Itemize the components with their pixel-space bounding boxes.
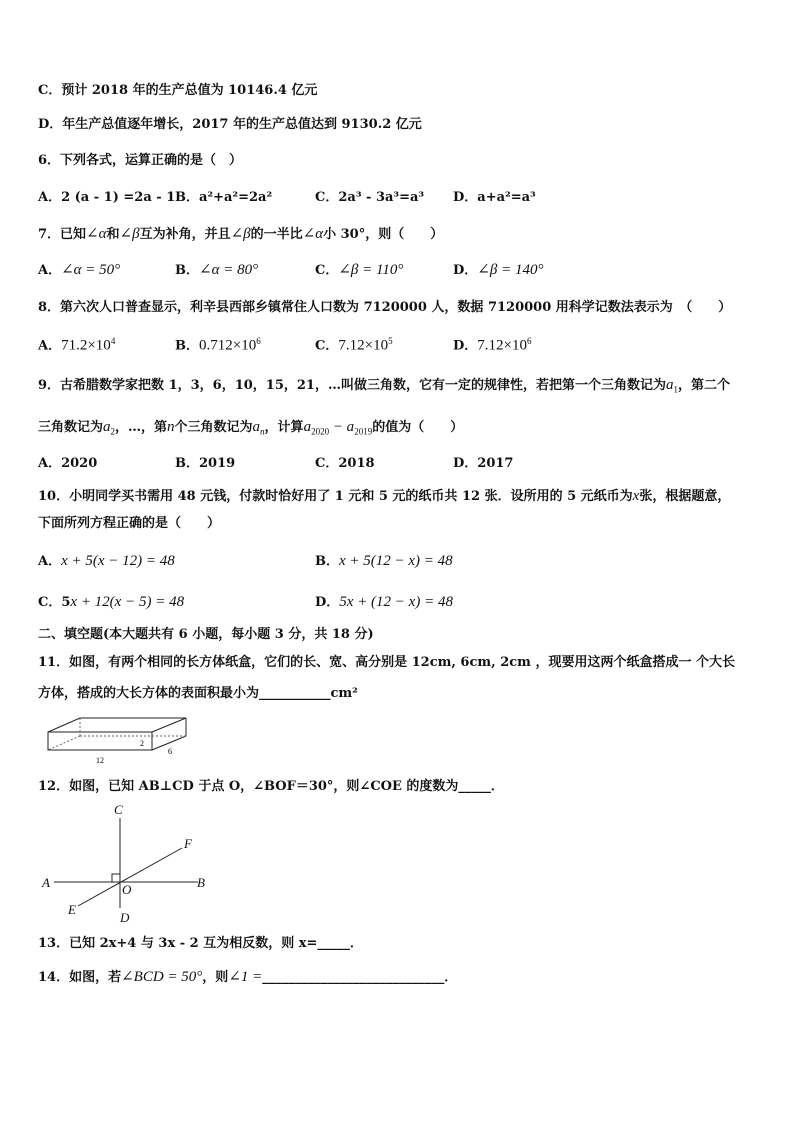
q8-option-d-exp: 6 (527, 336, 532, 346)
q7-option-a (38, 263, 120, 278)
q9-line2-var: a (103, 419, 111, 435)
q6-option-a: A．2 (a - 1) =2a - 1 (38, 190, 176, 205)
label-e: E (68, 902, 76, 917)
q9-line1-var: a (665, 377, 674, 393)
q7-stem-mid3: 的一半比 (250, 227, 303, 242)
q7-option-c (315, 263, 403, 278)
label-o: O (122, 882, 132, 897)
q7-stem-pre: 7．已知 (38, 227, 87, 242)
q6-option-d: D．a+a²=a³ (453, 190, 536, 205)
q8-option-b-label: B． (175, 338, 199, 354)
q9-option-b: B．2019 (175, 456, 236, 471)
q5-option-d: D．年生产总值逐年增长，2017 年的生产总值达到 9130.2 亿元 (38, 117, 422, 132)
box-label-12: 12 (96, 756, 104, 765)
q9-line1-pre: 9．古希腊数学家把数 1，3，6，10，15，21，…叫做三角数，它有一定的规律性，若把第一个三角数记为 (38, 378, 666, 393)
q9-line2-var2: a (252, 419, 261, 435)
q10-line1-text: 10．小明同学买书需用 48 元钱，付款时恰好用了 1 元和 5 元的纸币共 12 张．设所用的 5 元纸币为 (38, 489, 633, 504)
q9-expr-minus: − a (329, 419, 355, 435)
box-right-face (152, 718, 186, 750)
q9-line1-sub: 1 (673, 384, 678, 395)
box-front-face (48, 732, 152, 750)
q9-option-c: C．2018 (315, 456, 375, 471)
q7-option-d-expr: ∠β = 140° (477, 262, 544, 278)
q9-expr-a: a (303, 419, 312, 435)
q9-expr-sub2: 2019 (354, 426, 373, 437)
q9-line2-sub: 2 (110, 426, 116, 437)
q10-option-c-expr: x + 12(x − 5) = 48 (70, 594, 185, 610)
q9-line-2 (38, 420, 463, 437)
q9-line2-mid: ，…，第 (115, 420, 168, 435)
q8-option-a-base: 71.2×10 (61, 337, 111, 354)
q10-option-a (38, 554, 175, 569)
q9-line2-sub2: n (260, 426, 265, 437)
q10-option-d (315, 595, 453, 610)
q10-line-1 (38, 489, 730, 504)
q14-blank: ____________________________． (262, 970, 458, 985)
label-f: F (184, 836, 192, 851)
q7-option-c-label: C． (315, 263, 339, 278)
box-top-face (48, 718, 186, 732)
q10-line-2: 下面所列方程正确的是（ ） (38, 516, 221, 531)
q9-option-d: D．2017 (453, 456, 514, 471)
q7-angle-alpha-2: ∠α (302, 226, 324, 242)
q7-option-d (453, 263, 543, 278)
q7-angle-beta-2: ∠β (230, 226, 251, 242)
q8-option-a-exp: 4 (110, 336, 116, 346)
q8-option-c-base: 7.12×10 (338, 337, 389, 354)
q10-option-c-label: C．5 (38, 595, 71, 610)
q7-option-b (175, 263, 258, 278)
q10-option-b-expr: x + 5(12 − x) = 48 (339, 553, 453, 569)
q10-option-b-label: B． (315, 554, 339, 569)
q6-stem: 6．下列各式，运算正确的是（ ） (38, 153, 243, 168)
q7-angle-beta: ∠β (119, 226, 140, 242)
q9-option-a: A．2020 (38, 456, 98, 471)
box-label-2: 2 (140, 739, 144, 748)
q8-option-d-label: D． (453, 338, 478, 354)
q8-option-c-exp: 5 (388, 336, 393, 346)
q7-option-a-expr: ∠α = 50° (61, 262, 121, 278)
q7-option-d-label: D． (453, 263, 478, 278)
q14-stem (38, 970, 457, 985)
line-ef (78, 848, 182, 906)
q14-expr: ∠BCD = 50° (121, 969, 203, 985)
q7-option-b-expr: ∠α = 80° (199, 262, 259, 278)
q8-option-c-label: C． (315, 338, 339, 354)
q7-angle-alpha: ∠α (86, 226, 107, 242)
q11-line-1: 11．如图，有两个相同的长方体纸盒，它们的长、宽、高分别是 12cm, 6cm, 2cm ，现要用这两个纸盒搭成一 个大长 (38, 655, 735, 670)
q8-option-b-exp: 6 (256, 336, 261, 346)
q7-option-c-expr: ∠β = 110° (338, 262, 404, 278)
q9-line2-mid2: 个三角数记为 (174, 420, 253, 435)
q10-option-c (38, 595, 184, 610)
q8-option-c (315, 337, 393, 353)
q7-stem-mid2: 互为补角，并且 (139, 227, 231, 242)
q10-option-a-label: A． (38, 554, 62, 569)
q8-option-d-base: 7.12×10 (477, 337, 527, 354)
q6-option-b: B．a²+a²=2a² (175, 190, 273, 205)
q9-line2-pre: 三角数记为 (38, 420, 104, 435)
q10-line1-var: x (632, 488, 640, 504)
q10-option-d-expr: 5x + (12 − x) = 48 (339, 594, 453, 610)
q9-line2-end: 的值为（ ） (372, 420, 464, 435)
q7-stem-mid1: 和 (106, 227, 120, 242)
q7-option-b-label: B． (175, 263, 199, 278)
q10-option-d-label: D． (315, 595, 340, 610)
label-a: A (42, 875, 50, 890)
q13-stem: 13．已知 2x+4 与 3x - 2 互为相反数，则 x=_____． (38, 936, 363, 951)
q11-box-figure (44, 712, 194, 766)
q12-geometry-svg (38, 800, 218, 928)
q10-option-b (315, 554, 453, 569)
q11-line-2: 方体，搭成的大长方体的表面积最小为___________cm² (38, 686, 358, 701)
box-label-6: 6 (168, 747, 172, 756)
q12-stem: 12．如图，已知 AB⊥CD 于点 O，∠BOF＝30°，则∠COE 的度数为_____． (38, 779, 504, 794)
q9-line1-end: ，第二个 (677, 378, 730, 393)
q14-expr2: ∠1 = (228, 969, 263, 985)
q8-option-b-base: 0.712×10 (199, 337, 257, 354)
q14-stem-pre: 14．如图，若 (38, 970, 122, 985)
q9-line-1 (38, 378, 730, 395)
q7-stem-end: 小 30°，则（ ） (323, 227, 444, 242)
q11-box-svg (44, 712, 194, 766)
section-heading: 二、填空题(本大题共有 6 小题，每小题 3 分，共 18 分) (38, 627, 374, 642)
right-angle-mark (112, 874, 120, 882)
q8-option-d (453, 337, 532, 353)
q8-option-b (175, 337, 261, 353)
label-d: D (120, 910, 130, 925)
q9-expr-sub1: 2020 (311, 426, 330, 437)
label-b: B (197, 875, 205, 890)
q14-stem-mid: ，则 (202, 970, 229, 985)
q9-line2-n: n (167, 419, 175, 435)
q9-line2-mid3: ，计算 (264, 420, 304, 435)
q8-option-a (38, 337, 115, 353)
q8-option-a-label: A． (38, 338, 62, 354)
q8-stem: 8．第六次人口普查显示，利辛县西部乡镇常住人口数为 7120000 人，数据 7120000 用科学记数法表示为 （ ） (38, 300, 732, 315)
label-c: C (114, 802, 123, 817)
q5-option-c: C．预计 2018 年的生产总值为 10146.4 亿元 (38, 83, 318, 98)
q10-line1-end: 张，根据题意， (639, 489, 731, 504)
q7-option-a-label: A． (38, 263, 62, 278)
q10-option-a-expr: x + 5(x − 12) = 48 (61, 553, 175, 569)
q7-stem (38, 227, 443, 242)
q6-option-c: C．2a³ - 3a³=a³ (315, 190, 425, 205)
q12-geometry-figure (38, 800, 218, 928)
